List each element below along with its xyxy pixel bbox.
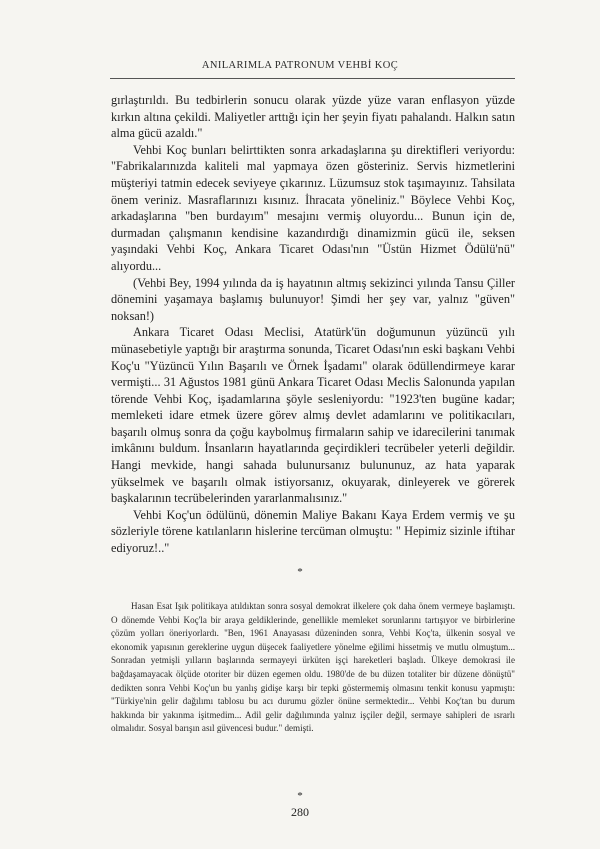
paragraph-5: Vehbi Koç'un ödülünü, dönemin Maliye Bakanı Kaya Erdem vermiş ve şu sözleriyle törene katılanların hislerine tercüman olmuştu: " Hepimiz sizinle iftihar ediyoruz!.."	[111, 507, 515, 556]
paragraph-2: Vehbi Koç bunları belirttikten sonra arkadaşlarına şu direktifleri veriyordu: "Fabrikalarınızda kaliteli mal yapmaya özen gösteriniz. Servis hizmetlerini müşteriyi tatmin edecek seviyeye çıkarınız. Lüzumsuz stok taşımayınız. Tahsilata önem veriniz. Masraflarınızı kısınız. İhracata yöneliniz." Böylece Vehbi Koç, arkadaşlarına "ben burdayım" mesajını vermiş oluyordu... Bunun için de, durmadan çalışmanın kendisine kazandırdığı dinamizmin gücü ile, seksen yaşındaki Vehbi Koç, Ankara Ticaret Odası'nın "Üstün Hizmet Ödülü'nü" alıyordu...	[111, 142, 515, 273]
paragraph-1: gırlaştırıldı. Bu tedbirlerin sonucu olarak yüzde yüze varan enflasyon yüzde kırkın altına çekildi. Maliyetler arttığı için her şeyin fiyatı pahalandı. Halkın satın alma gücü azaldı."	[111, 93, 515, 141]
main-text	[111, 92, 515, 557]
running-title: ANILARIMLA PATRONUM VEHBİ KOÇ	[201, 60, 399, 71]
paragraph-4: Ankara Ticaret Odası Meclisi, Atatürk'ün doğumunun yüzüncü yılı münasebetiyle yaptığı bir araştırma sonunda, Ticaret Odası'nın eski başkanı Vehbi Koç'u "Yüzüncü Yılın Başarılı ve Örnek İşadamı" olarak ödüllendirmeye karar vermişti... 31 Ağustos 1981 günü Ankara Ticaret Odası Meclis Salonunda yapılan törende Vehbi Koç, işadamlarına şöyle sesleniyordu: "1923'ten bugüne kadar; memleketi idare etmek üzere görev almış devlet adamlarını ve politikacıları, başarılı olmuş sonra da çoğu kaybolmuş firmaların sahip ve idarecilerini tanımak imkânını buldum. İnsanların hayatlarında geçirdikleri tecrübeler yeterli değildir. Hangi mevkide, hangi sahada bulunursanız bulununuz, az hata yaparak yükselmek ve başarılı olmak istiyorsanız, okuyarak, dinleyerek ve görerek başkalarının tecrübelerinden yararlanmalısınız."	[111, 325, 515, 506]
section-separator-top: *	[297, 566, 303, 578]
footnote-text: Hasan Esat Işık politikaya atıldıktan sonra sosyal demokrat ilkelere çok daha önem vermeye başlamıştı. O dönemde Vehbi Koç'la bir araya geldiklerinde, genellikle memleket sorunlarını tartışıyor ve birbirlerine çözüm yolları öneriyorlardı. "Ben, 1961 Anayasası düzeninden sonra, Vehbi Koç'ta, ülkenin sosyal ve ekonomik yapısının gereklerine uygun düşecek faaliyetlere yönelme eğilimi hissetmiş ve mutlu olmuştum... Sonradan yetmişli yılların başlarında sermayeyi ürküten işçi hareketleri başladı. Ülkeye demokrasi ile bağdaşamayacak ölçüde otoriter bir düzen egemen oldu. 1980'de de bu düzen totaliter bir düzene dönüştü" dedikten sonra Vehbi Koç'un bu yanlış gidişe karşı bir tepki göstermemiş olmasını tenkit konusu yapmıştı: "Türkiye'nin gelir dağılımı tablosu bu acı durumu gözler önüne sermektedir... Vehbi Koç'tan bu durum hakkında bir yakınma işitmedim... Adil gelir dağılımında yalnız işçiler değil, sermaye sahipleri de ısrarlı olmalıdır. Sosyal barışın asıl güvencesi budur." demişti.	[111, 601, 515, 734]
footnote	[111, 600, 515, 736]
header-rule	[110, 78, 515, 79]
paragraph-3: (Vehbi Bey, 1994 yılında da iş hayatının altmış sekizinci yılında Tansu Çiller dönemini yaşamaya başlamış bulunuyor! Şimdi her şey var, yalnız "güven" noksan!)	[111, 275, 515, 323]
section-separator-bottom: *	[297, 790, 303, 802]
page-number: 280	[291, 805, 309, 819]
